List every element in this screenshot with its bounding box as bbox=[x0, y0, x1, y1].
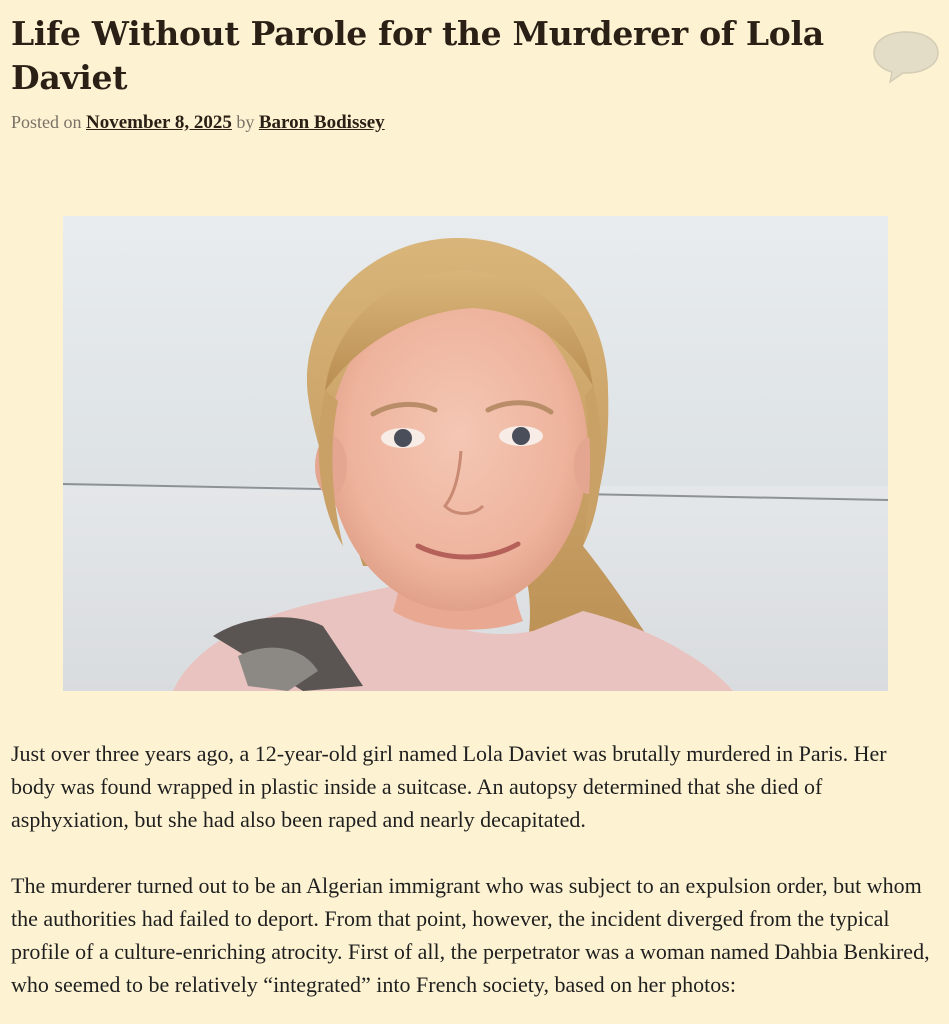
featured-photo bbox=[63, 216, 888, 691]
by-label: by bbox=[236, 112, 255, 132]
post-title: Life Without Parole for the Murderer of Lola Daviet bbox=[11, 14, 824, 97]
post-meta bbox=[11, 112, 385, 134]
author-link[interactable]: Baron Bodissey bbox=[258, 112, 385, 133]
posted-on-label: Posted on bbox=[11, 112, 82, 132]
comment-bubble-icon[interactable] bbox=[870, 28, 942, 86]
portrait-illustration bbox=[63, 216, 888, 691]
paragraph-2: The murderer turned out to be an Algerian immigrant who was subject to an expulsion order, but whom the authorities had failed to deport. From that point, however, the incident diverged from the typical profile of a culture-enriching atrocity. First of all, the perpetrator was a woman named Dahbia Benkired, who seemed to be relatively “integrated” into French society, based on her photos: bbox=[11, 873, 930, 997]
article-body bbox=[11, 737, 936, 1024]
post-date-link[interactable]: November 8, 2025 bbox=[86, 112, 232, 133]
paragraph-1: Just over three years ago, a 12-year-old girl named Lola Daviet was brutally murdered in Paris. Her body was found wrapped in plastic inside a suitcase. An autopsy determined that she died of asphyxiation, but she had also been raped and nearly decapitated. bbox=[11, 741, 887, 832]
